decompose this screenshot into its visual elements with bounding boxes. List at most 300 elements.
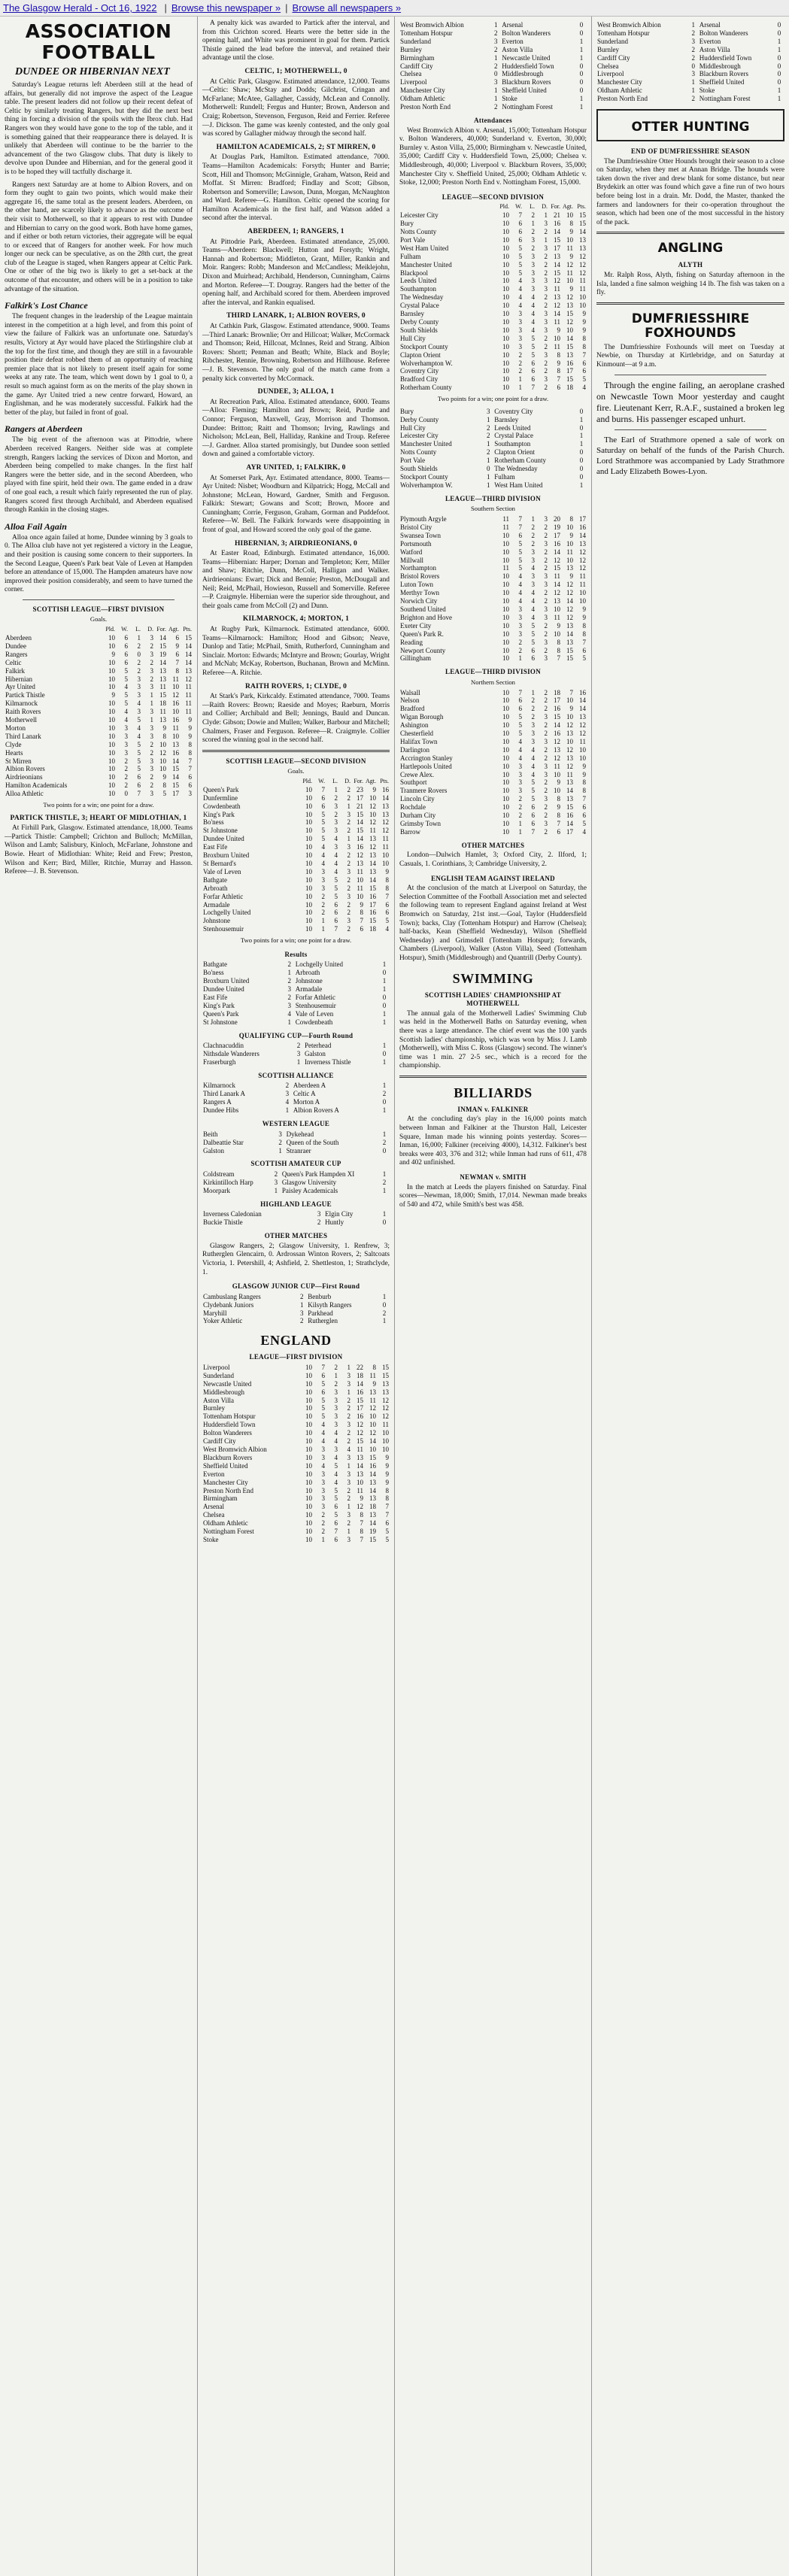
stat-cell: 3: [150, 757, 153, 765]
stat-cell: 3: [347, 1470, 350, 1478]
stat-cell: 3: [321, 1486, 325, 1494]
result-row: [202, 1106, 390, 1115]
stat-cell: 4: [531, 326, 535, 334]
team-name: Nelson: [400, 696, 420, 705]
stat-cell: 8: [582, 630, 586, 638]
team-name: Barrow: [400, 827, 420, 836]
stat-cell: 3: [321, 1503, 325, 1511]
table-row: [399, 754, 587, 763]
result-row: [399, 54, 587, 62]
stat-cell: 16: [554, 539, 560, 548]
stat-cell: 7: [137, 790, 141, 798]
stat-cell: 1: [347, 1503, 350, 1511]
away-score: 0: [382, 969, 387, 977]
team-name: Leicester City: [400, 211, 439, 220]
home-score: 3: [296, 1050, 301, 1058]
home-score: 3: [274, 1178, 278, 1186]
stat-cell: 10: [172, 732, 179, 740]
stat-cell: 6: [385, 1519, 389, 1528]
stat-cell: 2: [544, 523, 548, 531]
results-list: [202, 1293, 390, 1326]
section-title: OTHER MATCHES: [461, 841, 525, 849]
away-score: 1: [382, 1106, 387, 1115]
stat-cell: 14: [554, 548, 560, 556]
stat-cell: 14: [579, 531, 586, 539]
team-name: The Wednesday: [400, 293, 444, 302]
stat-cell: 13: [579, 539, 586, 548]
article-paragraph: In the match at Leeds the players finished on Saturday. Final scores—Newman, 18,000; Smith, 17,014. Newman made breaks of 540 and 472, while Smith's best was 458.: [399, 1183, 587, 1209]
stat-cell: 10: [108, 666, 115, 675]
stat-cell: 4: [531, 597, 535, 605]
stat-cell: 3: [334, 1421, 338, 1429]
result-row: [399, 473, 587, 481]
stat-cell: 12: [554, 302, 560, 310]
stat-cell: 3: [334, 1404, 338, 1412]
team-name: Chesterfield: [400, 730, 433, 738]
stat-cell: 6: [531, 803, 535, 812]
stat-cell: 6: [582, 803, 586, 812]
stat-cell: 10: [502, 310, 509, 318]
stat-cell: 7: [518, 515, 522, 523]
team-name: Oldham Athletic: [203, 1519, 248, 1528]
stat-cell: 2: [544, 827, 548, 836]
home-score: 2: [493, 29, 498, 37]
stat-cell: 14: [357, 818, 363, 827]
stat-cell: 9: [569, 228, 573, 236]
stat-cell: 14: [554, 260, 560, 269]
home-team: Leicester City: [400, 432, 439, 440]
stat-cell: 3: [544, 581, 548, 589]
away-score: 1: [579, 432, 584, 440]
section-subtitle: ALYTH: [678, 261, 703, 269]
stat-cell: 14: [566, 597, 573, 605]
table-row: [399, 597, 587, 605]
stat-cell: 4: [518, 277, 522, 285]
table-row: [399, 763, 587, 771]
stat-cell: 7: [385, 1503, 389, 1511]
table-column-header: Agt.: [563, 203, 573, 211]
stat-cell: 2: [544, 787, 548, 795]
stat-cell: 1: [544, 211, 548, 220]
team-name: Forfar Athletic: [203, 892, 244, 900]
stat-cell: 4: [531, 589, 535, 597]
table-subtitle: Southern Section: [471, 505, 515, 513]
team-name: King's Park: [203, 810, 235, 818]
team-name: Coventry City: [400, 367, 439, 375]
stat-cell: 10: [502, 696, 509, 705]
stat-cell: 2: [544, 564, 548, 572]
stat-cell: 6: [531, 367, 535, 375]
stat-cell: 15: [554, 269, 560, 277]
stat-cell: 9: [111, 691, 115, 699]
team-name: Partick Thistle: [5, 691, 45, 699]
stat-cell: 9: [385, 1461, 389, 1470]
stat-cell: 3: [137, 708, 141, 716]
table-row: [399, 557, 587, 565]
stat-cell: 15: [172, 765, 179, 773]
stat-cell: 12: [554, 737, 560, 745]
table-row: [399, 630, 587, 639]
section-title: BILLIARDS: [454, 1085, 533, 1100]
stat-cell: 10: [502, 326, 509, 334]
stat-cell: 14: [159, 658, 166, 666]
section-title: ANGLING: [657, 241, 724, 256]
stat-cell: 6: [385, 900, 389, 909]
stat-cell: 5: [531, 342, 535, 350]
stat-cell: 5: [518, 721, 522, 730]
stat-cell: 12: [382, 1404, 389, 1412]
table-row: [202, 1429, 390, 1437]
team-name: Armadale: [203, 900, 230, 909]
stat-cell: 10: [502, 220, 509, 228]
stat-cell: 5: [124, 666, 128, 675]
table-row: [399, 605, 587, 614]
stat-cell: 3: [544, 515, 548, 523]
home-team: Queen's Park: [203, 1009, 239, 1018]
away-score: 1: [579, 481, 584, 489]
stat-cell: 2: [544, 359, 548, 367]
stat-cell: 3: [334, 827, 338, 835]
stat-cell: 19: [369, 1528, 376, 1536]
away-score: 0: [579, 29, 584, 37]
team-name: St Mirren: [5, 757, 32, 765]
stat-cell: 16: [554, 705, 560, 713]
stat-cell: 14: [579, 228, 586, 236]
team-name: Ashington: [400, 721, 429, 730]
stat-cell: 7: [531, 384, 535, 392]
away-team: Arsenal: [502, 21, 523, 29]
stat-cell: 5: [334, 875, 338, 884]
away-score: 0: [579, 457, 584, 465]
stat-cell: 10: [502, 770, 509, 778]
stat-cell: 10: [502, 812, 509, 820]
table-row: [399, 220, 587, 228]
stat-cell: 3: [124, 748, 128, 757]
team-name: Gillingham: [400, 654, 431, 663]
result-row: [596, 70, 784, 78]
stat-cell: 12: [579, 252, 586, 260]
stat-cell: 8: [582, 778, 586, 787]
stat-cell: 10: [305, 802, 312, 810]
team-name: Everton: [203, 1470, 225, 1478]
home-score: 3: [299, 1309, 304, 1317]
stat-cell: 8: [360, 1528, 363, 1536]
browse-all-newspapers-link[interactable]: Browse all newspapers »: [292, 2, 402, 14]
stat-cell: 2: [321, 1519, 325, 1528]
team-name: Lincoln City: [400, 795, 435, 803]
stat-cell: 2: [544, 334, 548, 342]
stat-cell: 2: [544, 696, 548, 705]
home-team: King's Park: [203, 1001, 235, 1009]
table-column-header: W.: [515, 203, 522, 211]
stat-cell: 6: [518, 220, 522, 228]
team-name: Preston North End: [203, 1486, 253, 1494]
stat-cell: 10: [108, 765, 115, 773]
team-name: Sunderland: [203, 1371, 234, 1379]
result-row: [399, 457, 587, 465]
away-team: Lochgelly United: [295, 960, 344, 969]
table-row: [202, 1364, 390, 1372]
away-score: 0: [382, 1050, 387, 1058]
table-row: [399, 310, 587, 318]
stat-cell: 10: [159, 740, 166, 748]
table-header-row: [5, 626, 193, 634]
stat-cell: 14: [554, 228, 560, 236]
away-team: Kilsyth Rangers: [308, 1300, 352, 1309]
away-team: Huddersfield Town: [699, 53, 752, 62]
table-row: [399, 548, 587, 557]
table-column-header: [5, 626, 103, 634]
stat-cell: 1: [518, 375, 522, 384]
stat-cell: 5: [321, 1412, 325, 1421]
home-team: Cardiff City: [400, 62, 433, 70]
stat-cell: 2: [544, 548, 548, 556]
home-score: 4: [285, 1098, 290, 1106]
stat-cell: 14: [185, 650, 192, 658]
stat-cell: 10: [502, 269, 509, 277]
table-row: [399, 360, 587, 368]
stat-cell: 10: [502, 318, 509, 326]
stat-cell: 2: [150, 748, 153, 757]
stat-cell: 3: [334, 1396, 338, 1404]
stat-cell: 13: [369, 1511, 376, 1519]
stat-cell: 5: [518, 730, 522, 738]
away-team: Aston Villa: [699, 45, 730, 53]
table-row: [399, 277, 587, 285]
table-row: [399, 293, 587, 302]
stat-cell: 5: [321, 810, 325, 818]
stat-cell: 3: [321, 1478, 325, 1486]
stat-cell: 10: [502, 334, 509, 342]
away-score: 1: [382, 1057, 387, 1066]
stat-cell: 3: [321, 1494, 325, 1503]
result-row: [202, 969, 390, 977]
table-note: Two points for a win; one point for a draw.: [240, 936, 352, 945]
stat-cell: 10: [305, 909, 312, 917]
stat-cell: 13: [159, 675, 166, 683]
home-score: 2: [287, 960, 292, 969]
table-row: [202, 925, 390, 933]
stat-cell: 7: [321, 1363, 325, 1371]
stat-cell: 6: [334, 1519, 338, 1528]
match-report: At Pittodrie Park, Aberdeen. Estimated attendance, 25,000. Teams—Aberdeen: Blackwell; Hutton and Forsyth; Wright, Hannah and Robertson; Middleton, Grant, Miller, Rankin and Moir. Rangers: Robb; Manderson and McCandless; Meiklejohn, Dixon and Muirhead; Archibald, Henderson, Cunningham, Cairns and Morton. Referee—T. Dougray. Rangers had the better of the opening half, and Archibald scored for them. Aberdeen improved after the interval, and Rankin equalised.: [202, 238, 390, 307]
table-row: [202, 1479, 390, 1487]
stat-cell: 15: [159, 691, 166, 699]
stat-cell: 7: [360, 1519, 363, 1528]
stat-cell: 12: [369, 818, 376, 827]
team-name: East Fife: [203, 843, 228, 851]
home-team: Chelsea: [400, 70, 422, 78]
stat-cell: 3: [544, 285, 548, 293]
stat-cell: 9: [569, 252, 573, 260]
stat-cell: 5: [334, 892, 338, 900]
stat-cell: 11: [185, 699, 192, 708]
table-row: [202, 1470, 390, 1479]
home-score: 2: [278, 1138, 282, 1146]
match-report: At Recreation Park, Alloa. Estimated attendance, 6000. Teams—Alloa: Fleming; Hamilton and Brown; Reid, Purdie and Connor; Ferguson, Maxwell, Gray, Morrison and Thomson. Dundee: Britton; Raitt and Thomson; Irving, Rawlings and Nicholson; McLean, Bell, Halliday, Rankine and Troup. Referee—J. Gardner. Alloa started promisingly, but Dundee soon settled down and gained a comfortable victory.: [202, 398, 390, 459]
home-team: Liverpool: [597, 70, 624, 78]
stat-cell: 12: [566, 293, 573, 302]
stat-cell: 12: [566, 581, 573, 589]
stat-cell: 7: [518, 523, 522, 531]
table-row: [399, 253, 587, 261]
stat-cell: 11: [554, 613, 560, 621]
table-row: [5, 773, 193, 781]
stat-cell: 10: [502, 638, 509, 646]
table-row: [202, 1412, 390, 1421]
stat-cell: 10: [382, 859, 389, 867]
stat-cell: 21: [554, 211, 560, 220]
home-score: 1: [691, 86, 695, 95]
away-score: 0: [579, 423, 584, 432]
stat-cell: 8: [557, 812, 560, 820]
table-row: [202, 835, 390, 843]
table-column-header: Agt.: [366, 777, 376, 784]
stat-cell: 2: [544, 812, 548, 820]
stat-cell: 6: [531, 375, 535, 384]
stat-cell: 13: [382, 1379, 389, 1388]
home-score: 1: [493, 53, 498, 62]
stat-cell: 10: [305, 1363, 312, 1371]
home-team: South Shields: [400, 465, 438, 473]
stat-cell: 3: [137, 691, 141, 699]
home-score: 1: [287, 969, 292, 977]
stat-cell: 5: [124, 691, 128, 699]
stat-cell: 4: [321, 1429, 325, 1437]
stat-cell: 6: [582, 646, 586, 654]
away-score: 1: [579, 53, 584, 62]
match-report: At Celtic Park, Glasgow. Estimated attendance, 12,000. Teams—Celtic: Shaw; McStay and Dodds; Gilchrist, Cringan and McFarlane; McAtee, Gallagher, Cassidy, McLean and Connolly. Motherwell: Rundell; Fergus and Hunter; Brown, Anderson and Craig; Robertson, Stevenson, Ferguson, Reid and Ferrier. Referee—J. Dickson. The game was keenly contested, and the only goal was scored by Gallagher midway through the second half.: [202, 77, 390, 138]
results-title: QUALIFYING CUP—Fourth Round: [238, 1031, 354, 1039]
team-name: Bolton Wanderers: [203, 1429, 252, 1437]
stat-cell: 2: [518, 795, 522, 803]
stat-cell: 11: [502, 523, 509, 531]
stat-cell: 13: [579, 235, 586, 244]
stat-cell: 3: [544, 350, 548, 359]
article-paragraph: Through the engine failing, an aeroplane crashed on Newcastle Town Moor yesterday and caught fire. Lieutenant Kerr, R.A.F., sustained a broken leg and burns. His passenger escaped unhurt.: [596, 379, 784, 424]
stat-cell: 16: [357, 1388, 363, 1396]
stat-cell: 17: [566, 827, 573, 836]
stat-cell: 10: [305, 843, 312, 851]
table-row: [399, 228, 587, 236]
stat-cell: 2: [347, 884, 350, 892]
away-team: Rutherglen: [308, 1317, 338, 1325]
table-row: [202, 1397, 390, 1405]
home-team: Cambuslang Rangers: [203, 1292, 261, 1300]
stat-cell: 5: [531, 778, 535, 787]
table-title: LEAGUE—THIRD DIVISION: [445, 668, 542, 676]
result-row: [202, 1218, 390, 1227]
stat-cell: 2: [544, 269, 548, 277]
stat-cell: 3: [347, 892, 350, 900]
home-team: Bury: [400, 407, 414, 415]
result-row: [202, 1010, 390, 1018]
away-score: 0: [579, 78, 584, 86]
stat-cell: 3: [321, 867, 325, 875]
stat-cell: 11: [382, 835, 389, 843]
stat-cell: 10: [305, 1528, 312, 1536]
table-row: [399, 581, 587, 589]
stat-cell: 3: [544, 713, 548, 721]
stat-cell: 6: [531, 359, 535, 367]
article-paragraph: The Dumfriesshire Foxhounds will meet on Tuesday at Newbie, on Thursday at Kirtlebridge, and on Saturday at Kinmount—at 9 a.m.: [596, 343, 784, 369]
home-team: Sunderland: [597, 37, 628, 45]
stat-cell: 6: [518, 235, 522, 244]
stat-cell: 4: [124, 716, 128, 724]
home-score: 4: [287, 1009, 292, 1018]
stat-cell: 5: [518, 244, 522, 252]
stat-cell: 8: [557, 795, 560, 803]
stat-cell: 10: [502, 211, 509, 220]
article-paragraph: The Earl of Strathmore opened a sale of work on Saturday on behalf of the funds of the Parish Church. Lord Strathmore was accompanied by Lady Strathmore and Lady Elizabeth Bowes-Lyon.: [596, 435, 784, 476]
attendances-text: West Bromwich Albion v. Arsenal, 15,000; Tottenham Hotspur v. Bolton Wanderers, 40,000; Sunderland v. Everton, 30,000; Burnley v. Aston Villa, 25,000; Birmingham v. Newcastle United, 35,000; Cardiff City v. Huddersfield Town, 25,000; Chelsea v. Middlesbrough, 40,000; Liverpool v. Blackburn Rovers, 35,000; Manchester City v. Sheffield United, 25,000; Oldham Athletic v. Stoke, 12,000; Preston North End v. Nottingham Forest, 15,000.: [399, 126, 587, 187]
table-header-row: [399, 203, 587, 211]
stat-cell: 17: [579, 515, 586, 523]
publication-link[interactable]: The Glasgow Herald - Oct 16, 1922: [3, 2, 157, 14]
browse-this-newspaper-link[interactable]: Browse this newspaper »: [171, 2, 281, 14]
away-score: 1: [777, 45, 781, 53]
stat-cell: 13: [172, 740, 179, 748]
stat-cell: 13: [369, 867, 376, 875]
stat-cell: 3: [518, 621, 522, 630]
stat-cell: 16: [382, 785, 389, 793]
table-row: [202, 794, 390, 803]
away-team: Armadale: [295, 985, 323, 994]
team-name: Aberdeen: [5, 633, 32, 642]
stat-cell: 9: [385, 1470, 389, 1478]
stat-cell: 1: [321, 917, 325, 925]
stat-cell: 19: [554, 523, 560, 531]
result-row: [202, 1210, 390, 1218]
stat-cell: 10: [502, 285, 509, 293]
stat-cell: 3: [544, 375, 548, 384]
stat-cell: 10: [502, 754, 509, 762]
league-table-third-north: [399, 689, 587, 836]
stat-cell: 10: [502, 827, 509, 836]
home-score: 3: [278, 1130, 282, 1138]
stat-cell: 3: [321, 1453, 325, 1461]
table-column-header: D.: [542, 203, 548, 211]
article-body: [5, 81, 193, 294]
away-score: 0: [382, 1300, 387, 1309]
stat-cell: 10: [566, 696, 573, 705]
table-row: [399, 532, 587, 540]
home-team: Dundee Hibs: [203, 1106, 239, 1115]
stat-cell: 2: [347, 1429, 350, 1437]
stat-cell: 2: [347, 900, 350, 909]
stat-cell: 2: [150, 740, 153, 748]
home-team: Kilmarnock: [203, 1082, 235, 1090]
section-heading: Falkirk's Lost Chance: [5, 300, 88, 311]
stat-cell: 15: [357, 1437, 363, 1446]
stat-cell: 7: [175, 658, 179, 666]
stat-cell: 9: [188, 724, 192, 732]
stat-cell: 8: [162, 732, 166, 740]
table-row: [399, 812, 587, 820]
stat-cell: 9: [569, 285, 573, 293]
stat-cell: 8: [582, 621, 586, 630]
stat-cell: 14: [185, 642, 192, 650]
stat-cell: 10: [305, 1470, 312, 1478]
stat-cell: 18: [554, 688, 560, 696]
table-row: [5, 667, 193, 675]
stat-cell: 3: [531, 737, 535, 745]
table-row: [5, 651, 193, 659]
team-name: Birmingham: [203, 1494, 238, 1503]
stat-cell: 2: [347, 793, 350, 802]
stat-cell: 10: [382, 851, 389, 860]
stat-cell: 9: [188, 732, 192, 740]
